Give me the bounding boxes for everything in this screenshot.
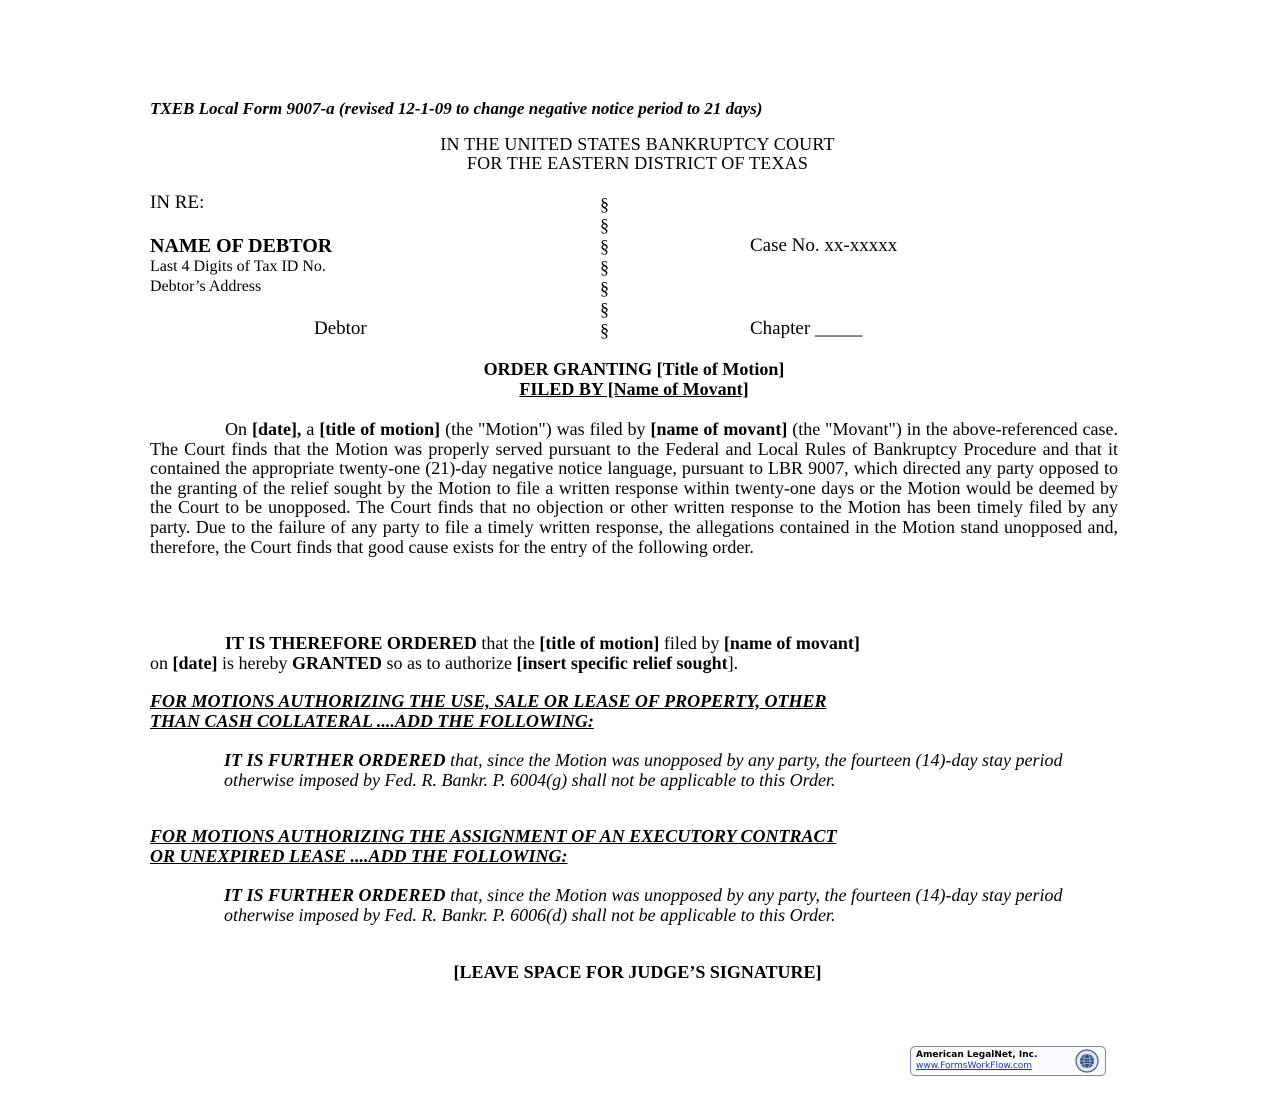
- order-filed-by: FILED BY [Name of Movant]: [519, 379, 749, 399]
- further-ordered-6006: IT IS FURTHER ORDERED that, since the Motion was unopposed by any party, the fourteen (14)-day stay period otherwise imposed by Fed. R. Bankr. P. 6006(d) shall not be applicable to this Order.: [224, 885, 1063, 925]
- company-name: American LegalNet, Inc.: [916, 1050, 1038, 1060]
- section-symbol: §: [600, 215, 609, 235]
- debtor-name: NAME OF DEBTOR: [150, 235, 333, 257]
- further-ordered-6004: IT IS FURTHER ORDERED that, since the Motion was unopposed by any party, the fourteen (14)-day stay period otherwise imposed by Fed. R. Bankr. P. 6004(g) shall not be applicable to this Order.: [224, 750, 1063, 790]
- american-legalnet-logo[interactable]: [910, 1046, 1106, 1076]
- globe-icon: [1075, 1049, 1099, 1073]
- assignment-heading: FOR MOTIONS AUTHORIZING THE ASSIGNMENT OF AN EXECUTORY CONTRACT OR UNEXPIRED LEASE ....ADD THE FOLLOWING:: [150, 826, 837, 866]
- court-name-line2: FOR THE EASTERN DISTRICT OF TEXAS: [466, 153, 809, 173]
- form-identifier: TXEB Local Form 9007-a (revised 12-1-09 to change negative notice period to 21 days): [150, 99, 763, 118]
- findings-paragraph: On [date], a [title of motion] (the "Motion") was filed by [name of movant] (the "Movant") in the above-referenced case. The Court finds that the Motion was properly served pursuant to the Federal and Local Rules of Bankruptcy Procedure and that it contained the appropriate twenty-one (21)-day negative notice language, pursuant to LBR 9007, which directed any party opposed to the granting of the relief sought by the Motion to file a written response within twenty-one days or the Motion would be deemed by the Court to be unopposed. The Court finds that no objection or other written response to the Motion has been timely filed by any party. Due to the failure of any party to file a timely written response, the allegations contained in the Motion stand unopposed and, therefore, the Court finds that good cause exists for the entry of the following order.: [150, 419, 1118, 557]
- order-title: ORDER GRANTING [Title of Motion]: [483, 359, 785, 379]
- in-re-label: IN RE:: [150, 192, 205, 213]
- company-url-link[interactable]: www.FormsWorkFlow.com: [916, 1061, 1033, 1071]
- judge-signature-placeholder: [LEAVE SPACE FOR JUDGE’S SIGNATURE]: [453, 962, 822, 982]
- section-symbol: §: [600, 278, 609, 298]
- motion-title-placeholder: [title of motion]: [319, 419, 441, 439]
- chapter-number: Chapter _____: [750, 318, 863, 339]
- movant-placeholder: [name of movant]: [650, 419, 788, 439]
- case-number: Case No. xx-xxxxx: [750, 235, 898, 256]
- section-symbol: §: [600, 236, 609, 256]
- tax-id-label: Last 4 Digits of Tax ID No.: [150, 258, 326, 275]
- debtor-address-label: Debtor’s Address: [150, 278, 262, 295]
- date-placeholder: [date],: [251, 419, 302, 439]
- debtor-role-label: Debtor: [314, 318, 367, 339]
- ordered-paragraph: IT IS THEREFORE ORDERED that the [title of motion] filed by [name of movant] on [date] is hereby GRANTED so as to authorize [insert specific relief sought].: [150, 633, 860, 673]
- use-sale-lease-heading: FOR MOTIONS AUTHORIZING THE USE, SALE OR LEASE OF PROPERTY, OTHER THAN CASH COLLATERAL ....ADD THE FOLLOWING:: [150, 691, 827, 731]
- section-symbol: §: [600, 257, 609, 277]
- section-symbol: §: [600, 299, 609, 319]
- section-symbol: §: [600, 320, 609, 340]
- section-symbol: §: [600, 194, 609, 214]
- court-name-line1: IN THE UNITED STATES BANKRUPTCY COURT: [440, 134, 835, 154]
